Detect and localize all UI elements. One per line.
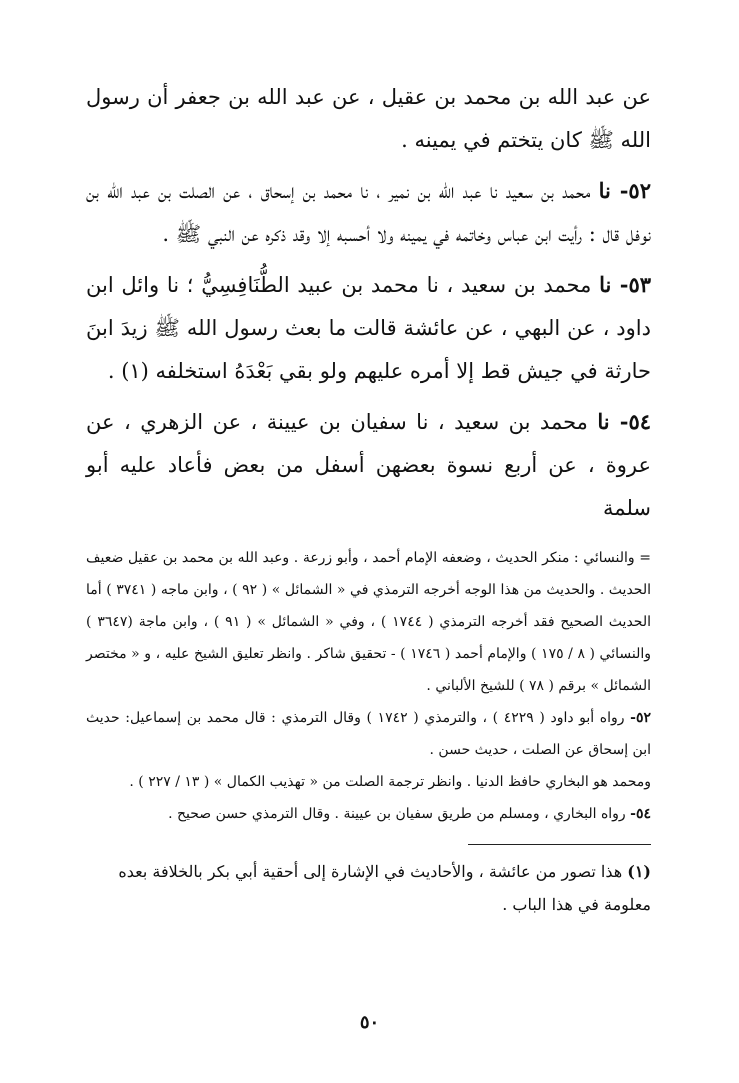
note-52: [86, 702, 651, 766]
hadith-53-text: محمد بن سعيد ، نا محمد بن عبيد الطُّنَافِسِيُّ ؛ نا وائل ابن داود ، عن البهي ، عن عائشة قالت ما بعث رسول الله ﷺ زيدَ ابنَ حارثة في جيش قط إلا أمره عليهم ولو بقي بَعْدَهُ استخلفه (١) .: [86, 273, 651, 383]
hadith-52-number: ٥٢- نا: [598, 178, 651, 203]
note-54: [86, 798, 651, 830]
hadith-54-text: محمد بن سعيد ، نا سفيان بن عيينة ، عن الزهري ، عن عروة ، عن أربع نسوة بعضهن أسفل من بعض فأعاد عليه أبو سلمة: [86, 410, 651, 520]
note-54-number: ٥٤-: [630, 806, 651, 822]
hadith-54-number: ٥٤- نا: [597, 409, 651, 434]
note-52-text: رواه أبو داود ( ٤٢٢٩ ) ، والترمذي ( ١٧٤٢ ) وقال الترمذي : قال محمد بن إسماعيل: حديث ابن إسحاق عن الصلت ، حديث حسن .: [86, 710, 651, 758]
hadith-52-text: محمد بن سعيد نا عبد الله بن نمير ، نا محمد بن إسحاق ، عن الصلت بن عبد الله بن نوفل قال : رأيت ابن عباس وخاتمه في يمينه ولا أحسبه إلا وقد ذكره عن النبي ﷺ .: [86, 179, 651, 246]
hadith-51-continuation: عن عبد الله بن محمد بن عقيل ، عن عبد الله بن جعفر أن رسول الله ﷺ كان يتختم في يمينه .: [86, 85, 651, 152]
page-body: [86, 76, 651, 921]
note-52-number: ٥٢-: [630, 710, 652, 726]
footnote-1-number: (١): [627, 862, 651, 881]
hadith-54: [86, 400, 651, 530]
page-number: ٥٠: [359, 1012, 380, 1033]
takhrij-notes: [86, 542, 651, 830]
footnotes: [86, 855, 651, 921]
footnote-1-text: هذا تصور من عائشة ، والأحاديث في الإشارة إلى أحقية أبي بكر بالخلافة بعده معلومة في هذا الباب .: [118, 862, 651, 914]
footnote-separator: [468, 844, 651, 845]
footnote-1: [86, 855, 651, 921]
note-54-text: رواه البخاري ، ومسلم من طريق سفيان بن عيينة . وقال الترمذي حسن صحيح .: [168, 806, 626, 822]
hadith-52: [86, 169, 651, 256]
note-continuation: = والنسائي : منكر الحديث ، وضعفه الإمام أحمد ، وأبو زرعة . وعبد الله بن محمد بن عقيل ضعيف الحديث . والحديث من هذا الوجه أخرجه الترمذي في « الشمائل » ( ٩٢ ) ، وابن ماجه ( ٣٧٤١ ) أما الحديث الصحيح فقد أخرجه الترمذي ( ١٧٤٤ ) ، وفي « الشمائل » ( ٩١ ) ، وابن ماجة (٣٦٤٧ ) والنسائي ( ٨ / ١٧٥ ) والإمام أحمد ( ١٧٤٦ ) - تحقيق شاكر . وانظر تعليق الشيخ عليه ، و « مختصر الشمائل » برقم ( ٧٨ ) للشيخ الألباني .: [86, 550, 652, 694]
main-text: [86, 76, 651, 530]
hadith-53: [86, 263, 651, 393]
note-52-extra: ومحمد هو البخاري حافظ الدنيا . وانظر ترجمة الصلت من « تهذيب الكمال » ( ١٣ / ٢٢٧ ) .: [129, 774, 651, 790]
hadith-53-number: ٥٣- نا: [599, 272, 651, 297]
